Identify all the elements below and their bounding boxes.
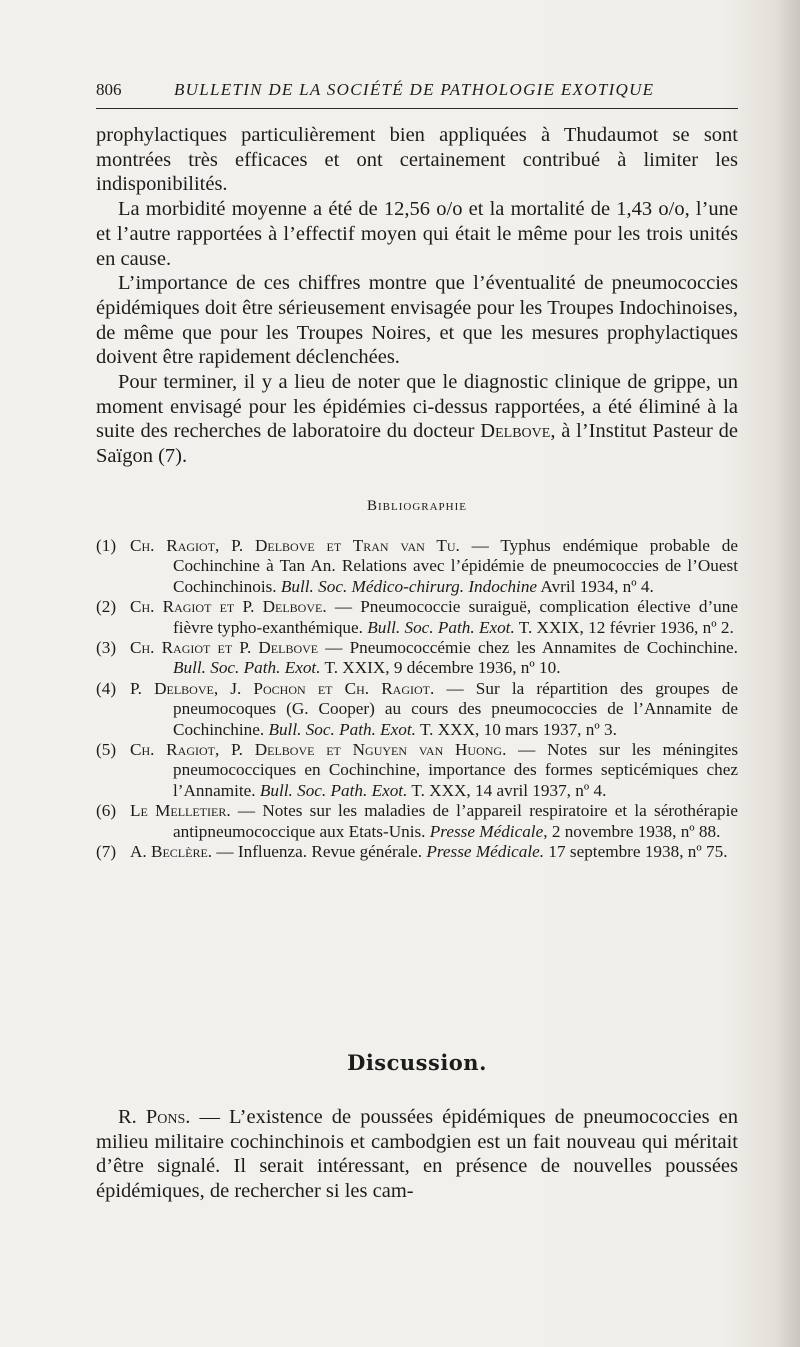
reference-tail: 17 septembre 1938, nº 75. bbox=[544, 842, 728, 862]
reference-number: (2) bbox=[96, 597, 117, 617]
reference-tail: T. XXIX, 9 décembre 1936, nº 10. bbox=[320, 658, 561, 678]
reference-journal: Bull. Soc. Path. Exot. bbox=[259, 780, 408, 800]
reference-text: — Notes sur les maladies de l’appareil respiratoire et la sérothérapie antipneumococcique aux Etats-Unis. bbox=[173, 801, 738, 841]
reference-tail: T. XXX, 10 mars 1937, nº 3. bbox=[415, 719, 617, 739]
reference-item bbox=[96, 679, 738, 740]
reference-number: (5) bbox=[96, 740, 117, 760]
bibliography-list bbox=[96, 536, 738, 863]
body-text bbox=[96, 123, 738, 469]
paragraph-text: , à l’Institut Pasteur de Saïgon (7). bbox=[96, 420, 739, 468]
discussion-title: Discussion. bbox=[347, 1050, 487, 1075]
speaker-name: R. Pons. bbox=[118, 1106, 191, 1128]
author-name: Delbove bbox=[480, 420, 551, 443]
running-header bbox=[96, 80, 736, 106]
reference-authors: Ch. Ragiot et P. Delbove. bbox=[130, 597, 327, 617]
paragraph-text: Pour terminer, il y a lieu de noter que le diagnostic clinique de grippe, un moment envisagé pour les épidémies ci-dessus rapportées, a été éliminé à la suite des recherches de laboratoire du docteur bbox=[96, 371, 738, 443]
reference-tail: , 2 novembre 1938, nº 88. bbox=[543, 821, 721, 841]
discussion-paragraph: — L’existence de poussées épidémiques de pneumococcies en milieu militaire cochinchinois et cambodgien est un fait nouveau qui méritait d’être signalé. Il serait intéressant, en présence de nouvelles poussées épidémiques, de rechercher si les cam- bbox=[96, 1106, 738, 1203]
reference-item bbox=[96, 597, 738, 638]
reference-item bbox=[96, 536, 738, 597]
reference-journal: Presse Médicale bbox=[429, 821, 544, 841]
header-rule bbox=[96, 108, 738, 109]
reference-text: — Pneumococcémie chez les Annamites de Cochinchine. bbox=[318, 638, 738, 658]
reference-item bbox=[96, 638, 738, 679]
reference-authors: Ch. Ragiot et P. Delbove bbox=[130, 638, 319, 658]
paragraph bbox=[96, 370, 738, 469]
reference-tail: T. XXIX, 12 février 1936, nº 2. bbox=[514, 617, 734, 637]
reference-number: (3) bbox=[96, 638, 117, 658]
reference-number: (7) bbox=[96, 842, 117, 862]
reference-journal: Bull. Soc. Path. Exot. bbox=[268, 719, 416, 739]
reference-number: (6) bbox=[96, 801, 117, 821]
reference-journal: Bull. Soc. Médico-chirurg. Indochine bbox=[280, 576, 538, 596]
reference-number: (1) bbox=[96, 536, 117, 555]
reference-item bbox=[96, 842, 738, 862]
reference-journal: Bull. Soc. Path. Exot. bbox=[367, 617, 515, 637]
reference-authors: P. Delbove, J. Pochon et Ch. Ragiot. bbox=[130, 678, 435, 698]
reference-text: — Sur la répartition des groupes de pneumocoques (G. Cooper) au cours des pneumococcies de l’Annamite de Cochinchine. bbox=[173, 678, 739, 739]
reference-item bbox=[96, 801, 738, 842]
reference-number: (4) bbox=[96, 678, 117, 698]
reference-text: — Pneumococcie suraiguë, complication élective d’une fièvre typho-exanthémique. bbox=[173, 597, 738, 637]
reference-item bbox=[96, 740, 738, 801]
paragraph: La morbidité moyenne a été de 12,56 o/o et la mortalité de 1,43 o/o, l’une et l’autre rapportées à l’effectif moyen qui était le même pour les trois unités en cause. bbox=[96, 198, 738, 270]
reference-authors: Ch. Ragiot, P. Delbove et Nguyen van Huong. bbox=[130, 740, 507, 760]
reference-journal: Presse Médicale. bbox=[426, 842, 545, 862]
reference-authors: A. Beclère. bbox=[130, 842, 213, 862]
paragraph: L’importance de ces chiffres montre que l’éventualité de pneumococcies épidémiques doit être sérieusement envisagée pour les Troupes Indochinoises, de même que pour les Troupes Noires, et que les mesures prophylactiques doivent être rapidement déclenchées. bbox=[96, 272, 738, 369]
reference-tail: T. XXX, 14 avril 1937, nº 4. bbox=[407, 780, 607, 800]
reference-text: — Typhus endémique probable de Cochinchine à Tan An. Relations avec l’épidémie de pneumococcies de l’Ouest Cochinchinois. bbox=[173, 536, 738, 596]
reference-journal: Bull. Soc. Path. Exot. bbox=[173, 658, 321, 678]
discussion-text bbox=[96, 1105, 738, 1204]
reference-authors: Ch. Ragiot, P. Delbove et Tran van Tu. bbox=[130, 536, 460, 555]
reference-authors: Le Melletier. bbox=[130, 801, 231, 821]
bibliography-heading: Bibliographie bbox=[367, 498, 467, 514]
reference-tail: Avril 1934, nº 4. bbox=[537, 576, 654, 596]
reference-text: — Notes sur les méningites pneumococciques en Cochinchine, importance des formes septicémiques chez l’Annamite. bbox=[173, 740, 739, 800]
running-title: BULLETIN DE LA SOCIÉTÉ DE PATHOLOGIE EXOTIQUE bbox=[174, 80, 655, 99]
paragraph: prophylactiques particulièrement bien appliquées à Thudaumot se sont montrées très efficaces et ont certainement contribué à limiter les indisponibilités. bbox=[96, 124, 738, 196]
page-number: 806 bbox=[96, 80, 122, 99]
reference-text: — Influenza. Revue générale. bbox=[212, 842, 427, 862]
